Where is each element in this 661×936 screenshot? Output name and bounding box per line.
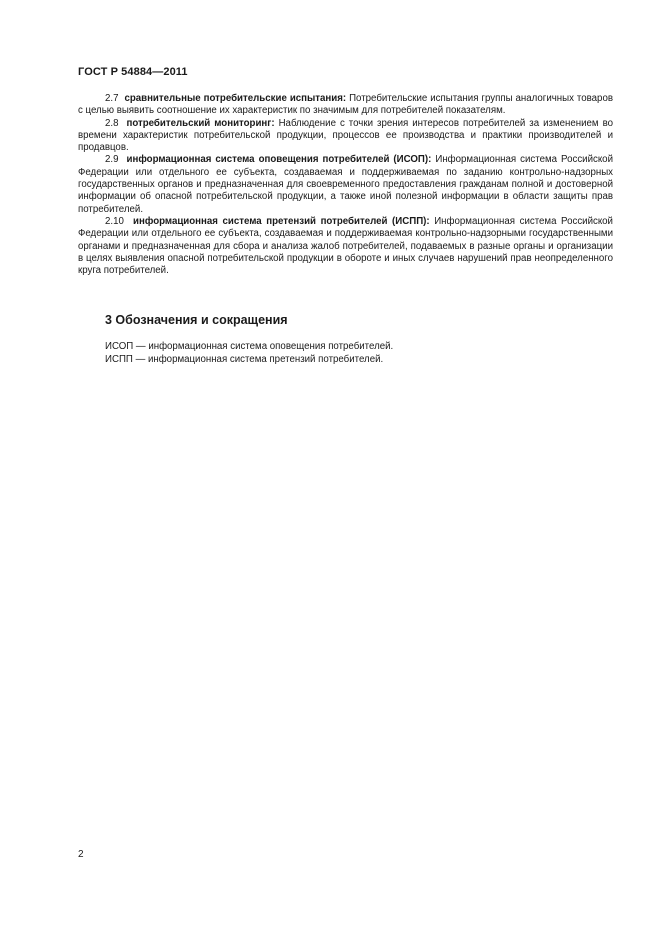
term-2-7	[78, 93, 613, 118]
section-3-title: 3 Обозначения и сокращения	[105, 313, 288, 327]
term-name: информационная система оповещения потребителей (ИСОП):	[126, 154, 432, 166]
term-definition: Наблюдение с точки зрения интересов потребителей за изменением во времени характеристик потребительской продукции, процессов ее производства и практики производителей и продавцов.	[78, 117, 614, 154]
term-name: информационная система претензий потребителей (ИСПП):	[133, 215, 430, 227]
page-number: 2	[78, 849, 84, 860]
term-number: 2.7	[105, 93, 119, 104]
abbreviations-list	[105, 341, 613, 366]
term-name: потребительский мониторинг:	[126, 117, 275, 129]
abbreviation-isop: ИСОП — информационная система оповещения потребителей.	[105, 341, 394, 352]
term-number: 2.10	[105, 215, 124, 227]
term-definition: Информационная система Российской Федерации или отдельного ее субъекта, создаваемая и поддерживаемая контрольно-надзорными государственными органами и предназначенная для сбора и анализа жалоб потребителей, подаваемых в разные органы и организации в целях выявления опасной потребительской продукции в обороте и иных случаев нарушений прав неопределенного круга потребителей.	[78, 215, 613, 277]
term-2-9	[78, 154, 613, 215]
terms-list	[78, 93, 613, 277]
term-number: 2.8	[105, 117, 119, 129]
term-name: сравнительные потребительские испытания:	[124, 93, 347, 104]
term-2-10	[78, 216, 613, 277]
term-definition: Потребительские испытания группы аналогичных товаров с целью выявить соотношение их характеристик по значимым для потребителей показателям.	[78, 93, 613, 117]
abbreviation-ispp: ИСПП — информационная система претензий потребителей.	[105, 353, 384, 365]
term-number: 2.9	[105, 154, 119, 166]
term-2-8	[78, 118, 613, 155]
document-header: ГОСТ Р 54884—2011	[78, 66, 188, 78]
term-definition: Информационная система Российской Федерации или отдельного ее субъекта, создаваемая и поддерживаемая по заданию контрольно-надзорных государственных органов и предназначенная для своевременного предоставления гражданам полной и достоверной информации об опасной потребительской продукции, а также иной полезной информации в области защиты прав потребителей.	[78, 154, 613, 215]
